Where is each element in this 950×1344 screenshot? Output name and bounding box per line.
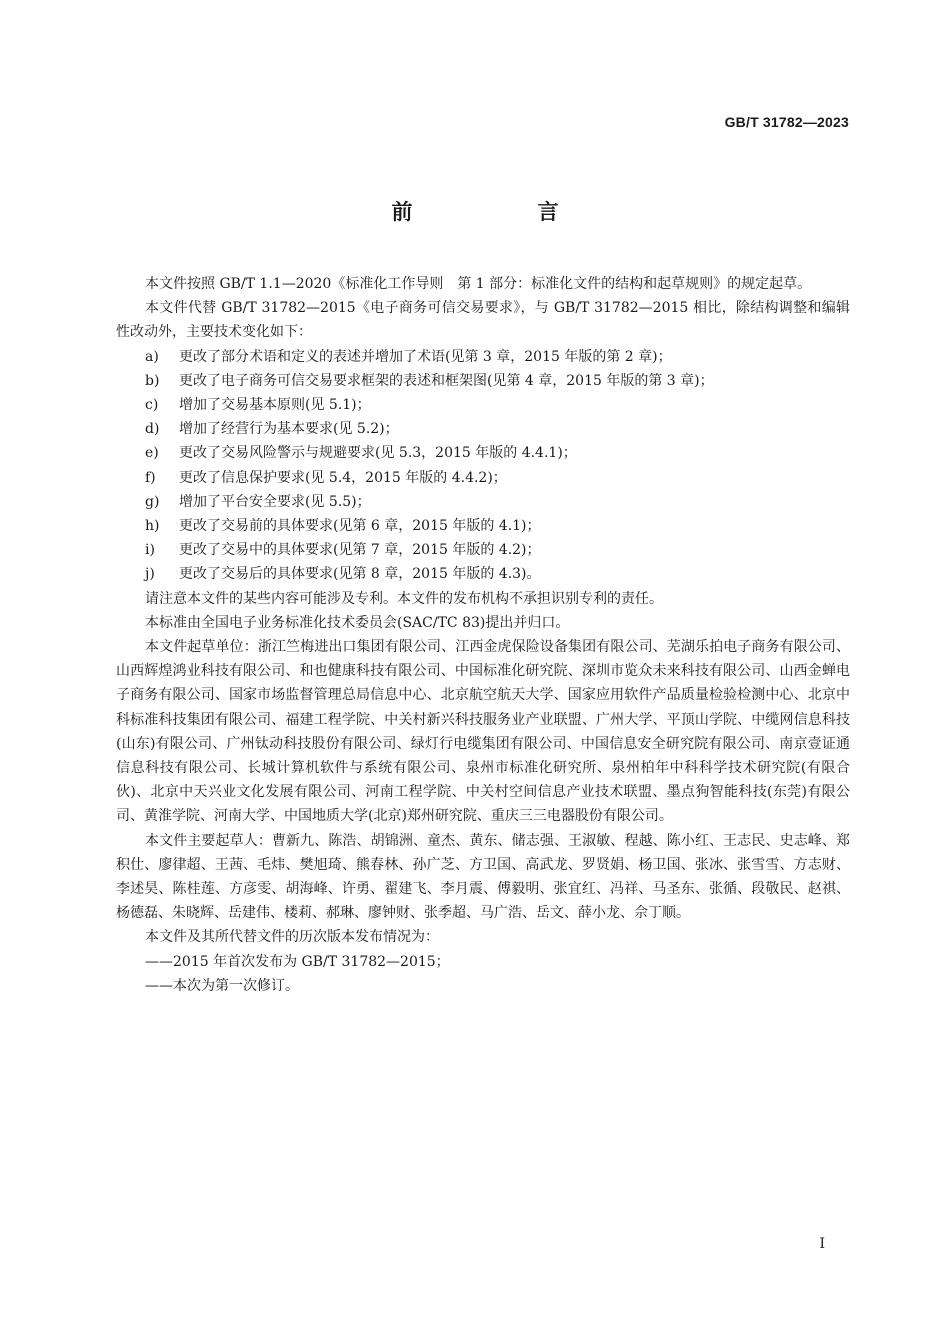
paragraph-proposing-committee: 本标准由全国电子业务标准化技术委员会(SAC/TC 83)提出并归口。 bbox=[145, 614, 570, 631]
list-marker: d) bbox=[145, 421, 160, 438]
list-marker: h) bbox=[145, 518, 160, 535]
history-item: ——本次为第一次修订。 bbox=[145, 977, 299, 994]
list-item-text: 更改了电子商务可信交易要求框架的表述和框架图(见第 4 章，2015 年版的第 3 章)； bbox=[179, 372, 714, 389]
list-item bbox=[116, 441, 850, 465]
paragraph-version-history: 本文件及其所代替文件的历次版本发布情况为： bbox=[145, 929, 439, 946]
list-marker: f) bbox=[145, 469, 156, 486]
paragraph-drafting-organizations: 本文件起草单位：浙江竺梅进出口集团有限公司、江西金虎保险设备集团有限公司、芜湖乐拍电子商务有限公司、山西辉煌鸿业科技有限公司、和也健康科技有限公司、中国标准化研究院、深圳市览众未来科技有限公司、山西金蝉电子商务有限公司、国家市场监督管理总局信息中心、北京航空航天大学、国家应用软件产品质量检验检测中心、北京中科标准科技集团有限公司、福建工程学院、中关村新兴科技服务业产业联盟、广州大学、平顶山学院、中缆网信息科技(山东)有限公司、广州钛动科技股份有限公司、绿灯行电缆集团有限公司、中国信息安全研究院有限公司、南京壹证通信息科技有限公司、长城计算机软件与系统有限公司、泉州市标准化研究所、泉州柏年中科科学技术研究院(有限合伙)、北京中天兴业文化发展有限公司、河南工程学院、中关村空间信息产业技术联盟、墨点狗智能科技(东莞)有限公司、黄淮学院、河南大学、中国地质大学(北京)郑州研究院、重庆三三电器股份有限公司。 bbox=[116, 639, 850, 825]
list-item-text: 更改了交易前的具体要求(见第 6 章，2015 年版的 4.1)； bbox=[179, 518, 541, 535]
page-title: 前 言 bbox=[391, 200, 611, 224]
paragraph-patent-notice: 请注意本文件的某些内容可能涉及专利。本文件的发布机构不承担识别专利的责任。 bbox=[145, 590, 663, 607]
list-item bbox=[116, 345, 850, 369]
list-item bbox=[116, 562, 850, 586]
list-item-text: 增加了交易基本原则(见 5.1)； bbox=[179, 397, 371, 414]
list-item bbox=[116, 490, 850, 514]
page-number: I bbox=[819, 1236, 825, 1252]
list-item-text: 更改了部分术语和定义的表述并增加了术语(见第 3 章，2015 年版的第 2 章)； bbox=[179, 348, 672, 365]
paragraph-drafters: 本文件主要起草人：曹新九、陈浩、胡锦洲、童杰、黄东、储志强、王淑敏、程越、陈小红、王志民、史志峰、郑积仕、廖律超、王茜、毛炜、樊旭琦、熊春林、孙广芝、方卫国、高武龙、罗贤娟、杨卫国、张冰、张雪雪、方志财、李述昊、陈桂莲、方彦雯、胡海峰、许勇、翟建飞、李月震、傅毅明、张宜红、冯祥、马圣东、张循、段敬民、赵祺、杨德磊、朱晓辉、岳建伟、楼莉、郝琳、廖钟财、张季超、马广浩、岳文、薛小龙、佘丁顺。 bbox=[116, 832, 850, 922]
list-item bbox=[116, 393, 850, 417]
list-item-text: 增加了平台安全要求(见 5.5)； bbox=[179, 493, 371, 510]
list-item-text: 更改了交易中的具体要求(见第 7 章，2015 年版的 4.2)； bbox=[179, 542, 541, 559]
list-item-text: 更改了交易风险警示与规避要求(见 5.3，2015 年版的 4.4.1)； bbox=[179, 445, 577, 462]
list-marker: b) bbox=[145, 372, 160, 389]
list-marker: a) bbox=[145, 348, 159, 365]
history-item: ——2015 年首次发布为 GB/T 31782—2015； bbox=[145, 953, 450, 970]
list-item bbox=[116, 466, 850, 490]
paragraph-replacement-note: 本文件代替 GB/T 31782—2015《电子商务可信交易要求》，与 GB/T 31782—2015 相比，除结构调整和编辑性改动外，主要技术变化如下： bbox=[116, 300, 850, 341]
list-marker: e) bbox=[145, 445, 159, 462]
list-marker: j) bbox=[145, 566, 155, 583]
list-item bbox=[116, 417, 850, 441]
list-marker: c) bbox=[145, 397, 159, 414]
list-item-text: 更改了信息保护要求(见 5.4，2015 年版的 4.4.2)； bbox=[179, 469, 507, 486]
list-item-text: 更改了交易后的具体要求(见第 8 章，2015 年版的 4.3)。 bbox=[179, 566, 541, 583]
document-body bbox=[116, 272, 850, 998]
list-marker: g) bbox=[145, 493, 160, 510]
list-item-text: 增加了经营行为基本要求(见 5.2)； bbox=[179, 421, 399, 438]
standard-code: GB/T 31782—2023 bbox=[724, 114, 849, 130]
paragraph-drafting-rules: 本文件按照 GB/T 1.1—2020《标准化工作导则 第 1 部分：标准化文件的结构和起草规则》的规定起草。 bbox=[145, 276, 812, 292]
list-item bbox=[116, 369, 850, 393]
list-item bbox=[116, 514, 850, 538]
list-marker: i) bbox=[145, 542, 155, 559]
technical-changes-list bbox=[116, 345, 850, 587]
list-item bbox=[116, 538, 850, 562]
